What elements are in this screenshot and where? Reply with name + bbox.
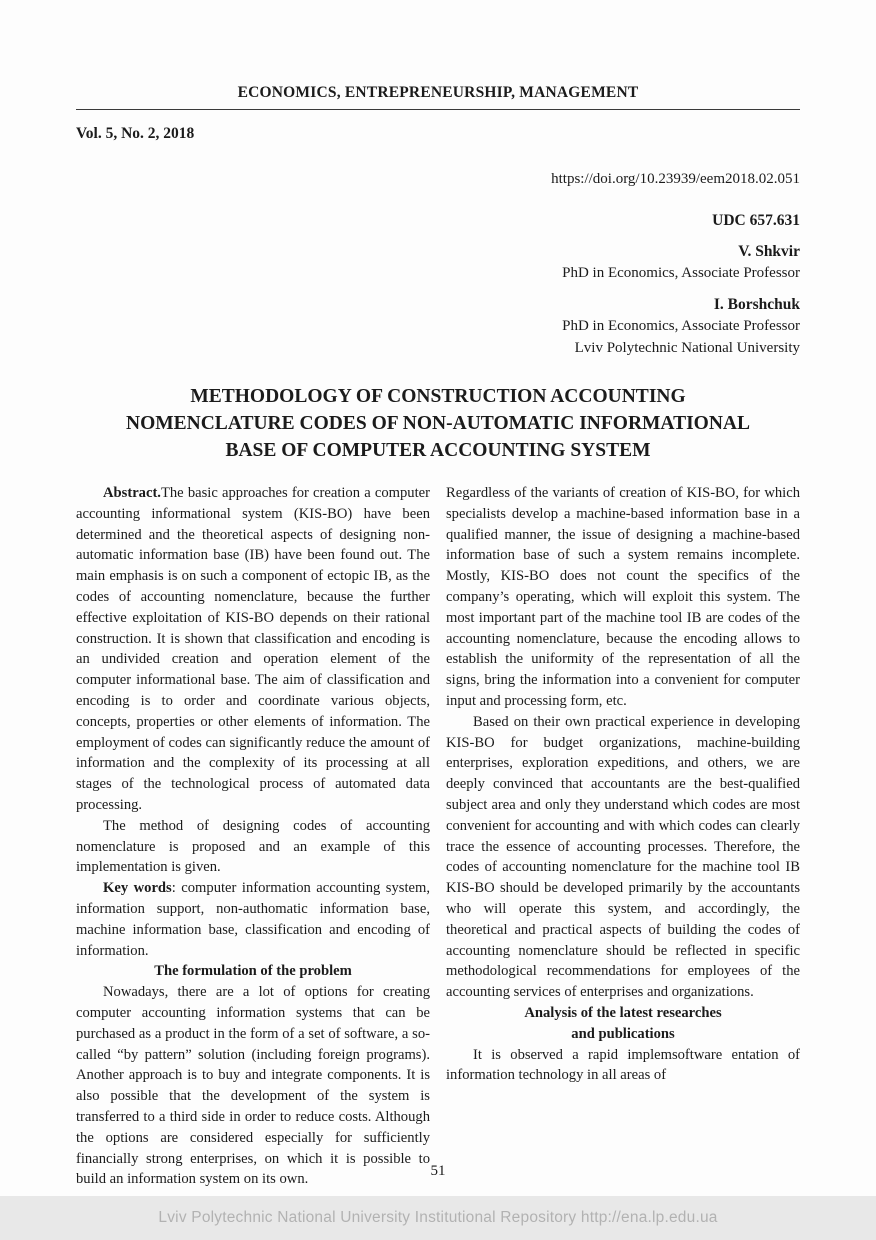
repository-text: Lviv Polytechnic National University Institutional Repository http://ena.lp.edu.ua bbox=[158, 1209, 718, 1226]
title-line: BASE OF COMPUTER ACCOUNTING SYSTEM bbox=[225, 440, 651, 461]
abstract-text: The basic approaches for creation a computer accounting informational system (KIS-BO) have been determined and the theoretical aspects of designing non-automatic information base (IB) have been found out. The main emphasis is on such a component of ectopic IB, as the codes of accounting nomenclature, because the further effective exploitation of KIS-BO depends on their rational construction. It is shown that classification and encoding is an undivided creation and operation element of the computer informational base. The aim of classification and encoding is to order and coordinate various objects, concepts, properties or other elements of information. The employment of codes can significantly reduce the amount of information and the complexity of its processing at all stages of the technological process of automated data processing. bbox=[76, 485, 430, 813]
column-right bbox=[446, 483, 800, 1190]
author-name: V. Shkvir bbox=[738, 243, 800, 260]
body-paragraph: It is observed a rapid implemsoftware entation of information technology in all areas of bbox=[446, 1046, 800, 1084]
repository-bar bbox=[0, 1196, 876, 1240]
body-paragraph: Nowadays, there are a lot of options for creating computer accounting information systems that can be purchased as a product in the form of a set of software, a so-called “by pattern” solution (including foreign programs). Another approach is to buy and integrate components. It is also possible that the development of the system is transferred to a third side in order to reduce costs. Although the options are considered especially for sufficiently financially strong enterprises, on which it is possible to build an information system on its own. bbox=[76, 984, 430, 1188]
keywords-label: Key words bbox=[103, 880, 172, 897]
author-name: I. Borshchuk bbox=[713, 296, 800, 313]
page-number: 51 bbox=[430, 1163, 446, 1179]
keywords-text: : computer information accounting system, information support, non-authomatic information base, machine information base, classification and encoding of information. bbox=[76, 880, 430, 959]
column-left bbox=[76, 483, 430, 1190]
abstract-paragraph bbox=[76, 483, 430, 816]
section-heading: The formulation of the problem bbox=[154, 963, 352, 980]
author-affiliation: PhD in Economics, Associate Professor bbox=[562, 265, 800, 281]
keywords-paragraph bbox=[76, 878, 430, 961]
body-columns bbox=[76, 483, 800, 1190]
section-heading-line: and publications bbox=[571, 1025, 675, 1042]
paper-title bbox=[76, 383, 800, 464]
body-paragraph: Regardless of the variants of creation of KIS-BO, for which specialists develop a machine-based information base in a qualified manner, the issue of designing a machine-based information base of such a system remains incomplete. Mostly, KIS-BO does not count the specifics of the company’s operating, which will exploit this system. The most important part of the machine tool IB are codes of the accounting nomenclature, because the encoding allows to establish the uniformity of the representation of all the signs, bring the information into a convenient for computer input and processing form, etc. bbox=[446, 485, 800, 709]
body-paragraph: Based on their own practical experience in developing KIS-BO for budget organizations, machine-building enterprises, exploration expeditions, and others, we are deeply convinced that accountants are the best-qualified subject area and only they understand which codes are most convenient for accounting and with which codes can clearly trace the essence of accounting processes. Therefore, the codes of accounting nomenclature for the machine tool IB KIS-BO should be developed primarily by the accountants who will operate this system, and accordingly, the theoretical and practical aspects of building the codes of accounting nomenclature should be reflected in specific methodological recommendations for employees of the accounting services of enterprises and organizations. bbox=[446, 713, 800, 1001]
title-line: NOMENCLATURE CODES OF NON-AUTOMATIC INFORMATIONAL bbox=[125, 413, 751, 434]
section-heading bbox=[446, 1003, 800, 1045]
author-affiliation: Lviv Polytechnic National University bbox=[574, 340, 800, 356]
volume-issue-label: Vol. 5, No. 2, 2018 bbox=[76, 125, 195, 142]
doi-link[interactable]: https://doi.org/10.23939/eem2018.02.051 bbox=[551, 171, 800, 187]
title-line: METHODOLOGY OF CONSTRUCTION ACCOUNTING bbox=[190, 386, 686, 407]
body-paragraph: The method of designing codes of accounting nomenclature is proposed and an example of this implementation is given. bbox=[76, 817, 430, 876]
abstract-label: Abstract. bbox=[103, 485, 161, 501]
author-block bbox=[76, 243, 800, 358]
author-affiliation: PhD in Economics, Associate Professor bbox=[562, 318, 800, 334]
udc-label: UDC 657.631 bbox=[712, 212, 800, 229]
journal-header: ECONOMICS, ENTREPRENEURSHIP, MANAGEMENT bbox=[237, 84, 639, 101]
section-heading-line: Analysis of the latest researches bbox=[524, 1004, 722, 1021]
header-rule bbox=[76, 109, 800, 110]
